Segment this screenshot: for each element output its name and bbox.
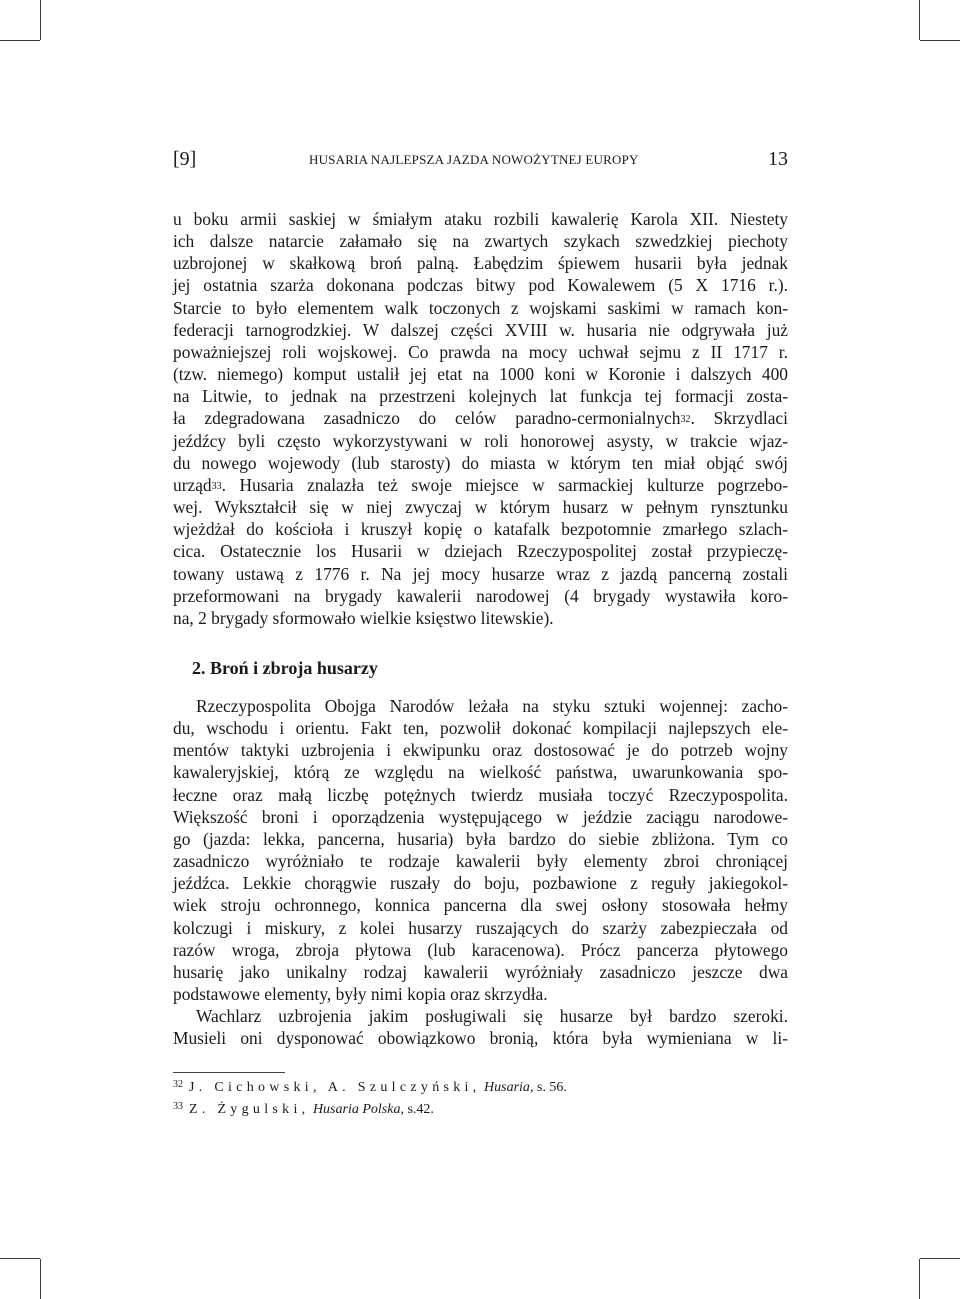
footnote-title: Husaria xyxy=(484,1080,530,1095)
text-line: Wachlarz uzbrojenia jakim posługiwali się husarze był bardzo szeroki. xyxy=(196,1006,788,1027)
chapter-label: [9] xyxy=(173,148,197,170)
footnote-title: Husaria Polska xyxy=(312,1102,401,1117)
text-line: ich dalsze natarcie załamało się na zwartych szykach szwedzkiej piechoty xyxy=(173,231,788,252)
text-line: na, 2 brygady sformowało wielkie księstwo litewskie). xyxy=(173,607,554,628)
text-run: . Skrzydlaci xyxy=(690,408,788,429)
footnote-number: 32 xyxy=(173,1079,183,1090)
text-line: jej ostatnia szarża dokonana podczas bitwy pod Kowalewem (5 X 1716 r.). xyxy=(173,275,788,296)
text-line: na Litwie, to jednak na przestrzeni kolejnych lat funkcja tej formacji zosta- xyxy=(173,386,788,407)
text-line: kolczugi i miskury, z kolei husarzy ruszających do szarży zabezpieczała od xyxy=(173,917,788,938)
text-line: Rzeczypospolita Obojga Narodów leżała na styku sztuki wojennej: zacho- xyxy=(196,696,788,716)
text-line: wjeżdżał do kościoła i kruszył kopię o katafalk bezpotomnie zmarłego szlach- xyxy=(173,519,788,540)
text-line: Starcie to było elementem walk toczonych z wojskami saskimi w ramach kon- xyxy=(173,297,788,318)
text-line: łeczne oraz małą liczbę potężnych twierdz musiała toczyć Rzeczypospolita. xyxy=(173,784,788,805)
text-line: podstawowe elementy, były nimi kopia oraz skrzydła. xyxy=(173,984,548,1005)
text-line: du nowego wojewody (lub starosty) do miasta w którym ten miał objąć swój xyxy=(173,452,788,473)
running-title: HUSARIA NAJLEPSZA JAZDA NOWOŻYTNEJ EUROPY xyxy=(309,152,639,167)
text-line: zasadniczo wyróżniało te rodzaje kawalerii były elementy zbroi chroniącej xyxy=(173,851,788,872)
text-run: . Husaria znalazła też swoje miejsce w sarmackiej kulturze pogrzebo- xyxy=(221,474,788,495)
paragraph-1 xyxy=(173,208,788,629)
text-line: uzbrojonej w skałkową broń palną. Łabędzim śpiewem husarii była jednak xyxy=(173,253,788,274)
text-line: Większość broni i oporządzenia występującego w jeździe zaciągu narodowe- xyxy=(173,806,788,827)
footnote-pages: , s. 56. xyxy=(529,1080,567,1095)
crop-mark xyxy=(919,0,920,40)
footnote-author: Z. Żygulski, xyxy=(189,1102,310,1117)
running-header xyxy=(173,148,788,174)
text-line: federacji tarnogrodzkiej. W dalszej części XVIII w. husaria nie odgrywała już xyxy=(173,319,788,340)
text-line: mentów taktyki uzbrojenia i ekwipunku oraz dostosować je do potrzeb wojny xyxy=(173,740,788,761)
text-line: wiek stroju ochronnego, konnica pancerna dla swej osłony stosowała hełmy xyxy=(173,895,788,916)
footnote-ref: 32 xyxy=(680,414,691,426)
text-line: du, wschodu i orientu. Fakt ten, pozwolił dokonać kompilacji najlepszych ele- xyxy=(173,718,788,739)
footnote-32 xyxy=(173,1080,567,1096)
footnote-ref: 33 xyxy=(211,480,222,492)
page-number: 13 xyxy=(768,148,788,170)
text-run: ła zdegradowana zasadniczo do celów paradno-cermonialnych xyxy=(173,408,681,429)
paragraph-2 xyxy=(173,695,788,1050)
crop-mark xyxy=(920,1258,960,1259)
text-line xyxy=(173,407,788,429)
section-heading: 2. Broń i zbroja husarzy xyxy=(192,658,378,678)
text-line: Musieli oni dysponować obowiązkowo bronią, która była wymieniana w li- xyxy=(173,1028,788,1049)
text-line: jeźdźcy byli często wykorzystywani w roli honorowej asysty, w trakcie wjaz- xyxy=(173,430,788,451)
text-line: go (jazda: lekka, pancerna, husaria) była bardzo do siebie zbliżona. Tym co xyxy=(173,828,788,849)
footnote-separator xyxy=(173,1072,285,1073)
text-line: poważniejszej roli wojskowej. Co prawda na mocy uchwał sejmu z II 1717 r. xyxy=(173,341,788,362)
text-line: towany ustawą z 1776 r. Na jej mocy husarze wraz z jazdą pancerną zostali xyxy=(173,563,788,584)
footnote-pages: , s.42. xyxy=(400,1102,434,1117)
text-line: u boku armii saskiej w śmiałym ataku rozbili kawalerię Karola XII. Niestety xyxy=(173,209,788,229)
text-line: wej. Wykształcił się w niej zwyczaj w którym husarz w pełnym rynsztunku xyxy=(173,497,788,518)
crop-mark xyxy=(40,1259,41,1299)
text-line: przeformowani na brygady kawalerii narodowej (4 brygady wystawiła koro- xyxy=(173,585,788,606)
crop-mark xyxy=(40,0,41,40)
text-line: razów wroga, zbroja płytowa (lub karacenowa). Prócz pancerza płytowego xyxy=(173,939,788,960)
footnote-author: J. Cichowski, A. Szulczyński, xyxy=(189,1080,481,1095)
text-line: jeźdźca. Lekkie chorągwie ruszały do boju, pozbawione z reguły jakiegokol- xyxy=(173,873,788,894)
text-line: cica. Ostatecznie los Husarii w dziejach Rzeczypospolitej został przypieczę- xyxy=(173,541,788,562)
crop-mark xyxy=(0,1258,40,1259)
text-line: husarię jako unikalny rodzaj kawalerii wyróżniały zasadniczo jeszcze dwa xyxy=(173,961,788,982)
text-line: (tzw. niemego) komput ustalił jej etat na 1000 koni w Koronie i dalszych 400 xyxy=(173,364,788,385)
crop-mark xyxy=(920,40,960,41)
crop-mark xyxy=(919,1259,920,1299)
text-line xyxy=(173,474,788,496)
crop-mark xyxy=(0,40,40,41)
footnote-number: 33 xyxy=(173,1101,183,1112)
text-run: urząd xyxy=(173,474,212,495)
text-line: kawaleryjskiej, którą ze względu na wielkość państwa, uwarunkowania spo- xyxy=(173,762,788,783)
footnote-33 xyxy=(173,1102,434,1118)
